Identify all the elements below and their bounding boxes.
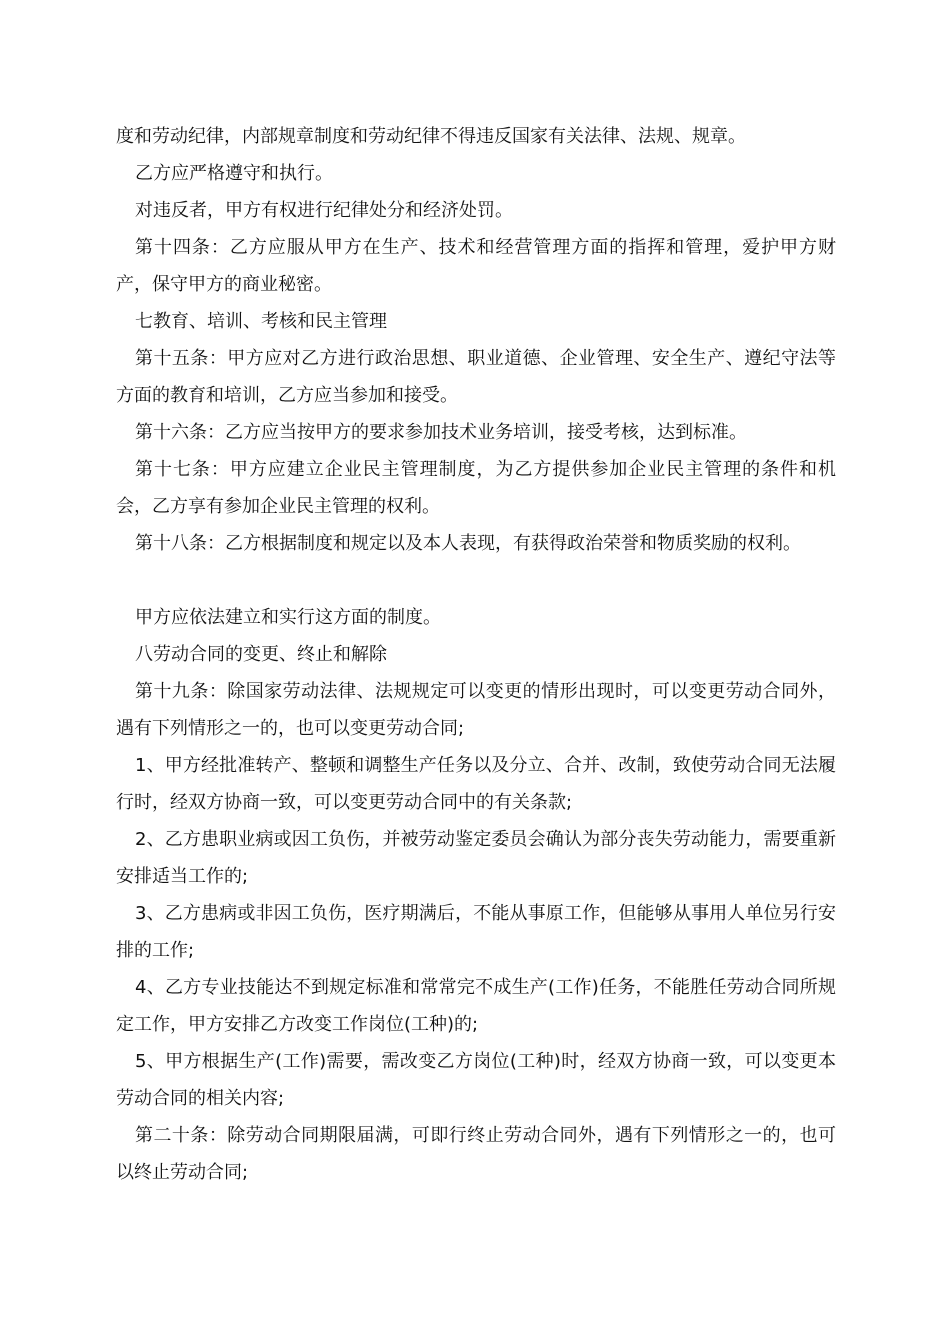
article-16: 第十六条：乙方应当按甲方的要求参加技术业务培训，接受考核，达到标准。 xyxy=(135,422,747,443)
article-15: 第十五条：甲方应对乙方进行政治思想、职业道德、企业管理、安全生产、遵纪守法等方面的教育和培训，乙方应当参加和接受。 xyxy=(116,348,836,406)
list-item: 3、乙方患病或非因工负伤，医疗期满后，不能从事原工作，但能够从事用人单位另行安排的工作; xyxy=(116,903,836,961)
list-item: 4、乙方专业技能达不到规定标准和常常完不成生产(工作)任务，不能胜任劳动合同所规定工作，甲方安排乙方改变工作岗位(工种)的; xyxy=(116,977,836,1035)
section-heading-7: 七教育、培训、考核和民主管理 xyxy=(135,311,387,332)
list-item: 1、甲方经批准转产、整顿和调整生产任务以及分立、合并、改制，致使劳动合同无法履行时，经双方协商一致，可以变更劳动合同中的有关条款; xyxy=(116,755,836,813)
list-item: 2、乙方患职业病或因工负伤，并被劳动鉴定委员会确认为部分丧失劳动能力，需要重新安排适当工作的; xyxy=(116,829,836,887)
blank-line xyxy=(116,562,836,599)
list-item: 5、甲方根据生产(工作)需要，需改变乙方岗位(工种)时，经双方协商一致，可以变更本劳动合同的相关内容; xyxy=(116,1051,836,1109)
article-17: 第十七条：甲方应建立企业民主管理制度，为乙方提供参加企业民主管理的条件和机会，乙方享有参加企业民主管理的权利。 xyxy=(116,459,836,517)
section-heading-8: 八劳动合同的变更、终止和解除 xyxy=(135,644,387,665)
article-18: 第十八条：乙方根据制度和规定以及本人表现，有获得政治荣誉和物质奖励的权利。 xyxy=(135,533,801,554)
paragraph: 对违反者，甲方有权进行纪律处分和经济处罚。 xyxy=(135,200,513,221)
paragraph: 乙方应严格遵守和执行。 xyxy=(135,163,333,184)
document-page xyxy=(116,118,836,1191)
paragraph-continuation: 度和劳动纪律，内部规章制度和劳动纪律不得违反国家有关法律、法规、规章。 xyxy=(116,126,746,147)
article-14: 第十四条：乙方应服从甲方在生产、技术和经营管理方面的指挥和管理，爱护甲方财产，保守甲方的商业秘密。 xyxy=(116,237,836,295)
paragraph: 甲方应依法建立和实行这方面的制度。 xyxy=(135,607,441,628)
article-19: 第十九条：除国家劳动法律、法规规定可以变更的情形出现时，可以变更劳动合同外，遇有下列情形之一的，也可以变更劳动合同; xyxy=(116,681,836,739)
article-20: 第二十条：除劳动合同期限届满，可即行终止劳动合同外，遇有下列情形之一的，也可以终止劳动合同; xyxy=(116,1125,836,1183)
